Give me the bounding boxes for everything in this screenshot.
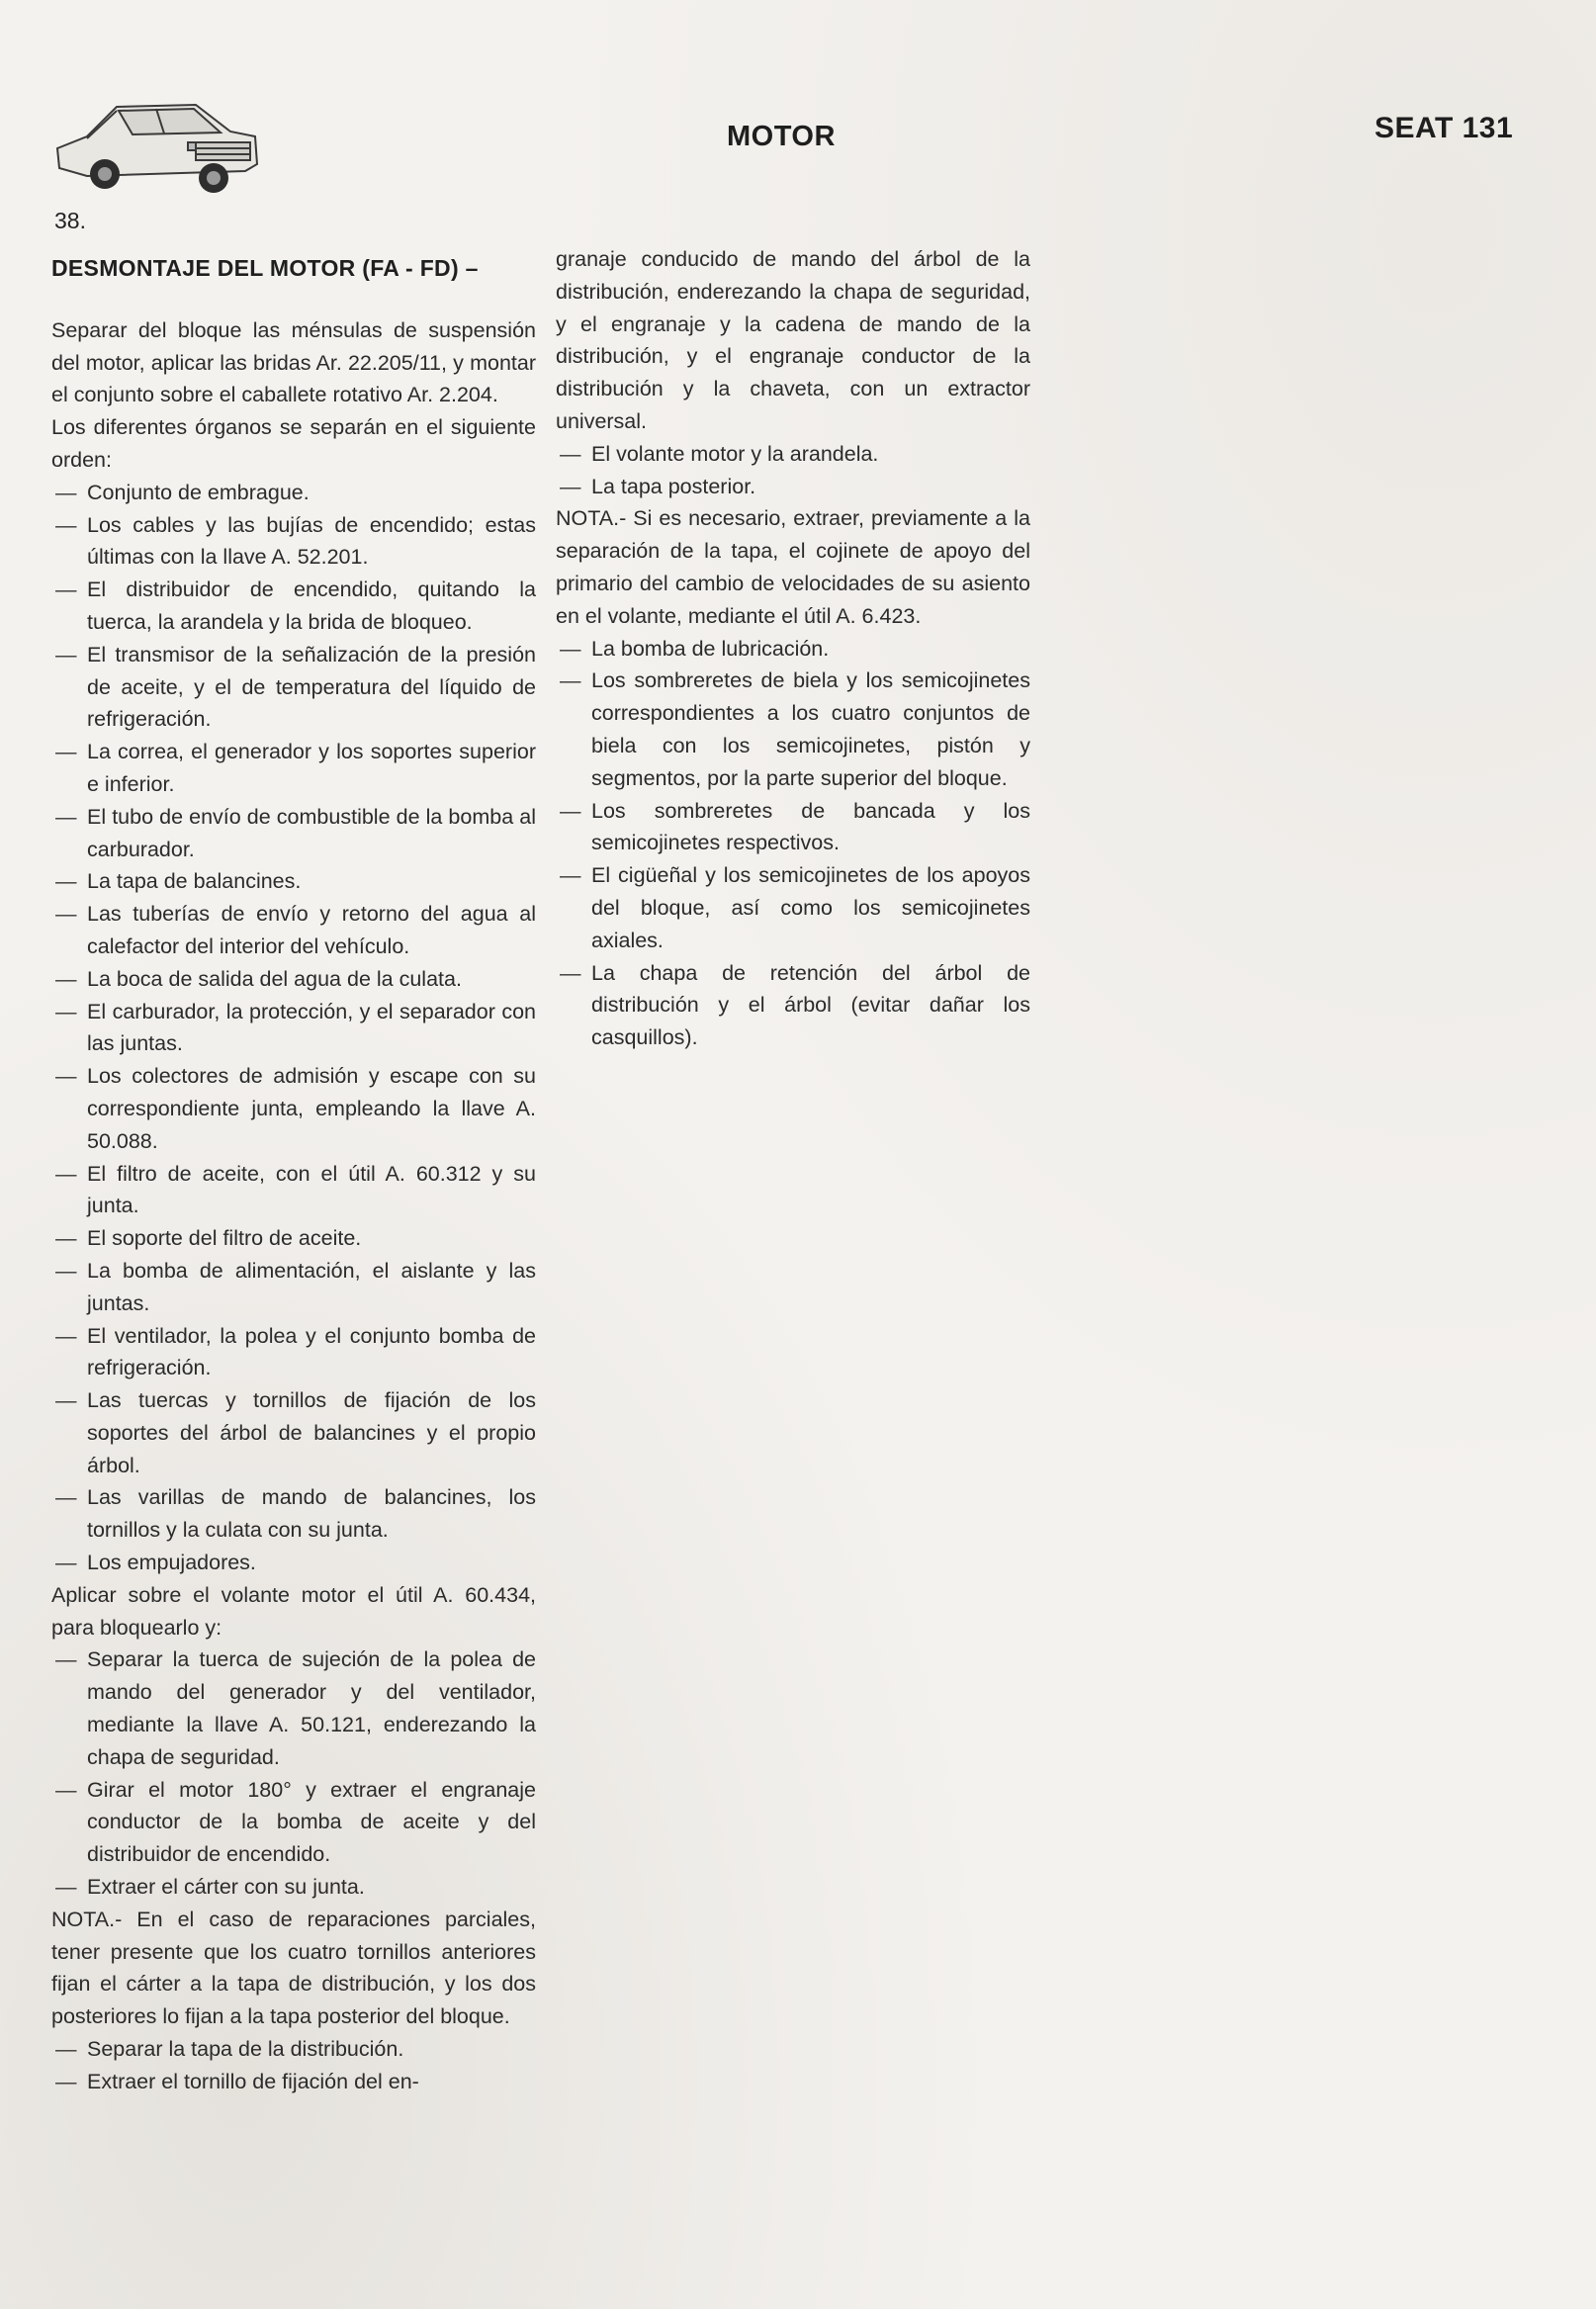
order-intro: Los diferentes órganos se separán en el siguiente orden: xyxy=(51,415,536,472)
list-item: — Los sombreretes de bancada y los semicojinetes respectivos. xyxy=(556,795,1030,860)
brand-title: SEAT 131 xyxy=(1374,112,1514,144)
flywheel-intro: Aplicar sobre el volante motor el útil A. 60.434, para bloquearlo y: xyxy=(51,1582,536,1640)
list-item: — El cigüeñal y los semicojinetes de los apoyos del bloque, así como los semicojinetes axiales. xyxy=(556,859,1030,956)
list-item: — Conjunto de embrague. xyxy=(51,477,536,509)
list-item: — El volante motor y la arandela. xyxy=(556,438,1030,471)
list-item: — La chapa de retención del árbol de distribución y el árbol (evitar dañar los casquillos). xyxy=(556,957,1030,1054)
list-item: — La bomba de lubricación. xyxy=(556,633,1030,666)
list-item: — Las tuercas y tornillos de fijación de los soportes del árbol de balancines y el propio árbol. xyxy=(51,1384,536,1481)
list-item: — Los colectores de admisión y escape con su correspondiente junta, empleando la llave A. 50.088. xyxy=(51,1060,536,1157)
car-sedan-icon xyxy=(47,77,265,206)
list-item: — El tubo de envío de combustible de la bomba al carburador. xyxy=(51,801,536,866)
note-paragraph: NOTA.- En el caso de reparaciones parciales, tener presente que los cuatro tornillos anteriores fijan el cárter a la tapa de distribución, y los dos posteriores lo fijan a la tapa posterior del bloque. xyxy=(51,1907,536,2029)
list-item: — La correa, el generador y los soportes superior e inferior. xyxy=(51,736,536,801)
page-number: 38. xyxy=(54,208,86,233)
list-item: — El soporte del filtro de aceite. xyxy=(51,1222,536,1255)
list-item: — Girar el motor 180° y extraer el engranaje conductor de la bomba de aceite y del distribuidor de encendido. xyxy=(51,1774,536,1871)
list-item: — La bomba de alimentación, el aislante y las juntas. xyxy=(51,1255,536,1320)
list-item: — La tapa de balancines. xyxy=(51,865,536,898)
list-item: — Los sombreretes de biela y los semicojinetes correspondientes a los cuatro conjuntos de biela con los semicojinetes, pistón y segmentos, por la parte superior del bloque. xyxy=(556,665,1030,794)
page-title: MOTOR xyxy=(727,121,836,152)
intro-paragraph: Separar del bloque las ménsulas de suspensión del motor, aplicar las bridas Ar. 22.205/11, y montar el conjunto sobre el caballete rotativo Ar. 2.204. xyxy=(51,317,536,407)
note-paragraph: NOTA.- Si es necesario, extraer, previamente a la separación de la tapa, el cojinete de apoyo del primario del cambio de velocidades de su asiento en el volante, mediante el útil A. 6.423. xyxy=(556,506,1030,628)
list-item: — Los empujadores. xyxy=(51,1547,536,1579)
list-item: — La boca de salida del agua de la culata. xyxy=(51,963,536,996)
list-item: — El transmisor de la señalización de la presión de aceite, y el de temperatura del líquido de refrigeración. xyxy=(51,639,536,736)
list-item: — La tapa posterior. xyxy=(556,471,1030,503)
list-item: — Las varillas de mando de balancines, los tornillos y la culata con su junta. xyxy=(51,1481,536,1547)
list-item: — Separar la tapa de la distribución. xyxy=(51,2033,536,2066)
list-item: — El ventilador, la polea y el conjunto bomba de refrigeración. xyxy=(51,1320,536,1385)
list-item: — El filtro de aceite, con el útil A. 60.312 y su junta. xyxy=(51,1158,536,1223)
list-item: — Extraer el cárter con su junta. xyxy=(51,1871,536,1904)
list-item: — Extraer el tornillo de fijación del en- xyxy=(51,2066,536,2098)
left-column xyxy=(51,252,536,2098)
right-column xyxy=(556,243,1030,1054)
list-item: — Las tuberías de envío y retorno del agua al calefactor del interior del vehículo. xyxy=(51,898,536,963)
list-item: — Los cables y las bujías de encendido; estas últimas con la llave A. 52.201. xyxy=(51,509,536,575)
list-item: — Separar la tuerca de sujeción de la polea de mando del generador y del ventilador, mediante la llave A. 50.121, enderezando la chapa de seguridad. xyxy=(51,1643,536,1773)
list-item: — El distribuidor de encendido, quitando la tuerca, la arandela y la brida de bloqueo. xyxy=(51,574,536,639)
list-item: — El carburador, la protección, y el separador con las juntas. xyxy=(51,996,536,1061)
continuation-paragraph: granaje conducido de mando del árbol de la distribución, enderezando la chapa de seguridad, y el engranaje y la cadena de mando de la distribución, y el engranaje conductor de la distribución y la chaveta, con un extractor universal. xyxy=(556,247,1030,433)
section-title: DESMONTAJE DEL MOTOR (FA - FD) – xyxy=(51,255,479,281)
